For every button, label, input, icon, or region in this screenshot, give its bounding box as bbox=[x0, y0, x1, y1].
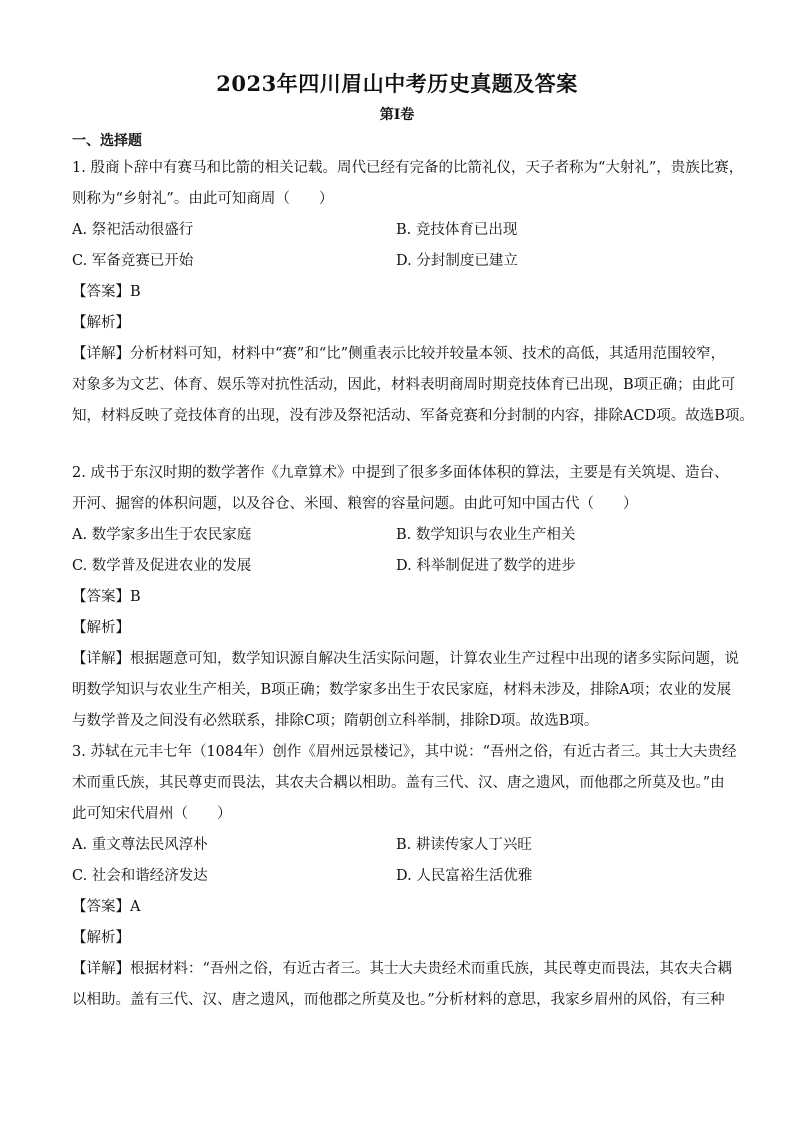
option-b: B. 耕读传家人丁兴旺 bbox=[396, 837, 532, 853]
option-a: A. 重文尊法民风淳朴 bbox=[72, 837, 208, 853]
question-2 bbox=[72, 458, 739, 737]
option-b: B. 数学知识与农业生产相关 bbox=[396, 527, 576, 543]
option-a: A. 祭祀活动很盛行 bbox=[72, 222, 194, 238]
option-a: A. 数学家多出生于农民家庭 bbox=[72, 527, 252, 543]
option-c: C. 军备竞赛已开始 bbox=[72, 253, 194, 269]
detail-line: 以相助。盖有三代、汉、唐之遗风，而他郡之所莫及也。”分析材料的意思，我家乡眉州的风俗，有三种 bbox=[72, 992, 725, 1008]
option-row bbox=[72, 551, 722, 582]
option-row bbox=[72, 520, 722, 551]
answer-line: 【答案】B bbox=[72, 284, 141, 300]
detail-line: 明数学知识与农业生产相关，B项正确；数学家多出生于农民家庭，材料未涉及，排除A项；农业的发展 bbox=[72, 682, 732, 698]
question-stem-line: 术而重氏族，其民尊吏而畏法，其农夫合耦以相助。盖有三代、汉、唐之遗风，而他郡之所莫及也。”由 bbox=[72, 775, 725, 791]
answer-line: 【答案】B bbox=[72, 589, 141, 605]
analysis-label: 【解析】 bbox=[72, 315, 130, 331]
question-stem-line: 3. 苏轼在元丰七年（1084年）创作《眉州远景楼记》，其中说：“吾州之俗，有近古者三。其士大夫贵经 bbox=[72, 744, 737, 760]
document-title: 2023年四川眉山中考历史真题及答案 bbox=[216, 71, 578, 96]
analysis-label: 【解析】 bbox=[72, 620, 130, 636]
question-stem-line: 2. 成书于东汉时期的数学著作《九章算术》中提到了很多多面体体积的算法，主要是有关筑堤、造台、 bbox=[72, 465, 729, 481]
option-c: C. 数学普及促进农业的发展 bbox=[72, 558, 252, 574]
detail-line: 【详解】根据题意可知，数学知识源自解决生活实际问题，计算农业生产过程中出现的诸多实际问题，说 bbox=[72, 651, 739, 667]
spacer bbox=[72, 432, 722, 458]
detail-line: 知，材料反映了竞技体育的出现，没有涉及祭祀活动、军备竞赛和分封制的内容，排除ACD项。故选B项。 bbox=[72, 408, 754, 424]
question-stem-line: 此可知宋代眉州（ ） bbox=[72, 806, 232, 822]
option-row bbox=[72, 861, 722, 892]
option-row bbox=[72, 215, 722, 246]
answer-line: 【答案】A bbox=[72, 899, 141, 915]
section-heading: 一、选择题 bbox=[72, 133, 142, 149]
question-stem-line: 1. 殷商卜辞中有赛马和比箭的相关记载。周代已经有完备的比箭礼仪，天子者称为“大射礼”，贵族比赛， bbox=[72, 160, 744, 176]
volume-heading: 第I卷 bbox=[379, 107, 415, 123]
detail-line: 与数学普及之间没有必然联系，排除C项；隋朝创立科举制，排除D项。故选B项。 bbox=[72, 713, 599, 729]
analysis-label: 【解析】 bbox=[72, 930, 130, 946]
question-3 bbox=[72, 737, 737, 1016]
option-row bbox=[72, 246, 722, 277]
option-d: D. 科举制促进了数学的进步 bbox=[396, 558, 576, 574]
option-d: D. 分封制度已建立 bbox=[396, 253, 518, 269]
question-1 bbox=[72, 153, 754, 432]
question-stem-line: 则称为“乡射礼”。由此可知商周（ ） bbox=[72, 191, 334, 207]
detail-line: 【详解】分析材料可知，材料中“赛”和“比”侧重表示比较并较量本领、技术的高低，其适用范围较窄， bbox=[72, 346, 726, 362]
option-d: D. 人民富裕生活优雅 bbox=[396, 868, 533, 884]
question-stem-line: 开河、掘窖的体积问题，以及谷仓、米囤、粮窖的容量问题。由此可知中国古代（ ） bbox=[72, 496, 638, 512]
detail-line: 【详解】根据材料：“吾州之俗，有近古者三。其士大夫贵经术而重氏族，其民尊吏而畏法，其农夫合耦 bbox=[72, 961, 732, 977]
option-b: B. 竞技体育已出现 bbox=[396, 222, 518, 238]
option-c: C. 社会和谐经济发达 bbox=[72, 868, 208, 884]
detail-line: 对象多为文艺、体育、娱乐等对抗性活动，因此，材料表明商周时期竞技体育已出现，B项正确；由此可 bbox=[72, 377, 736, 393]
option-row bbox=[72, 830, 722, 861]
